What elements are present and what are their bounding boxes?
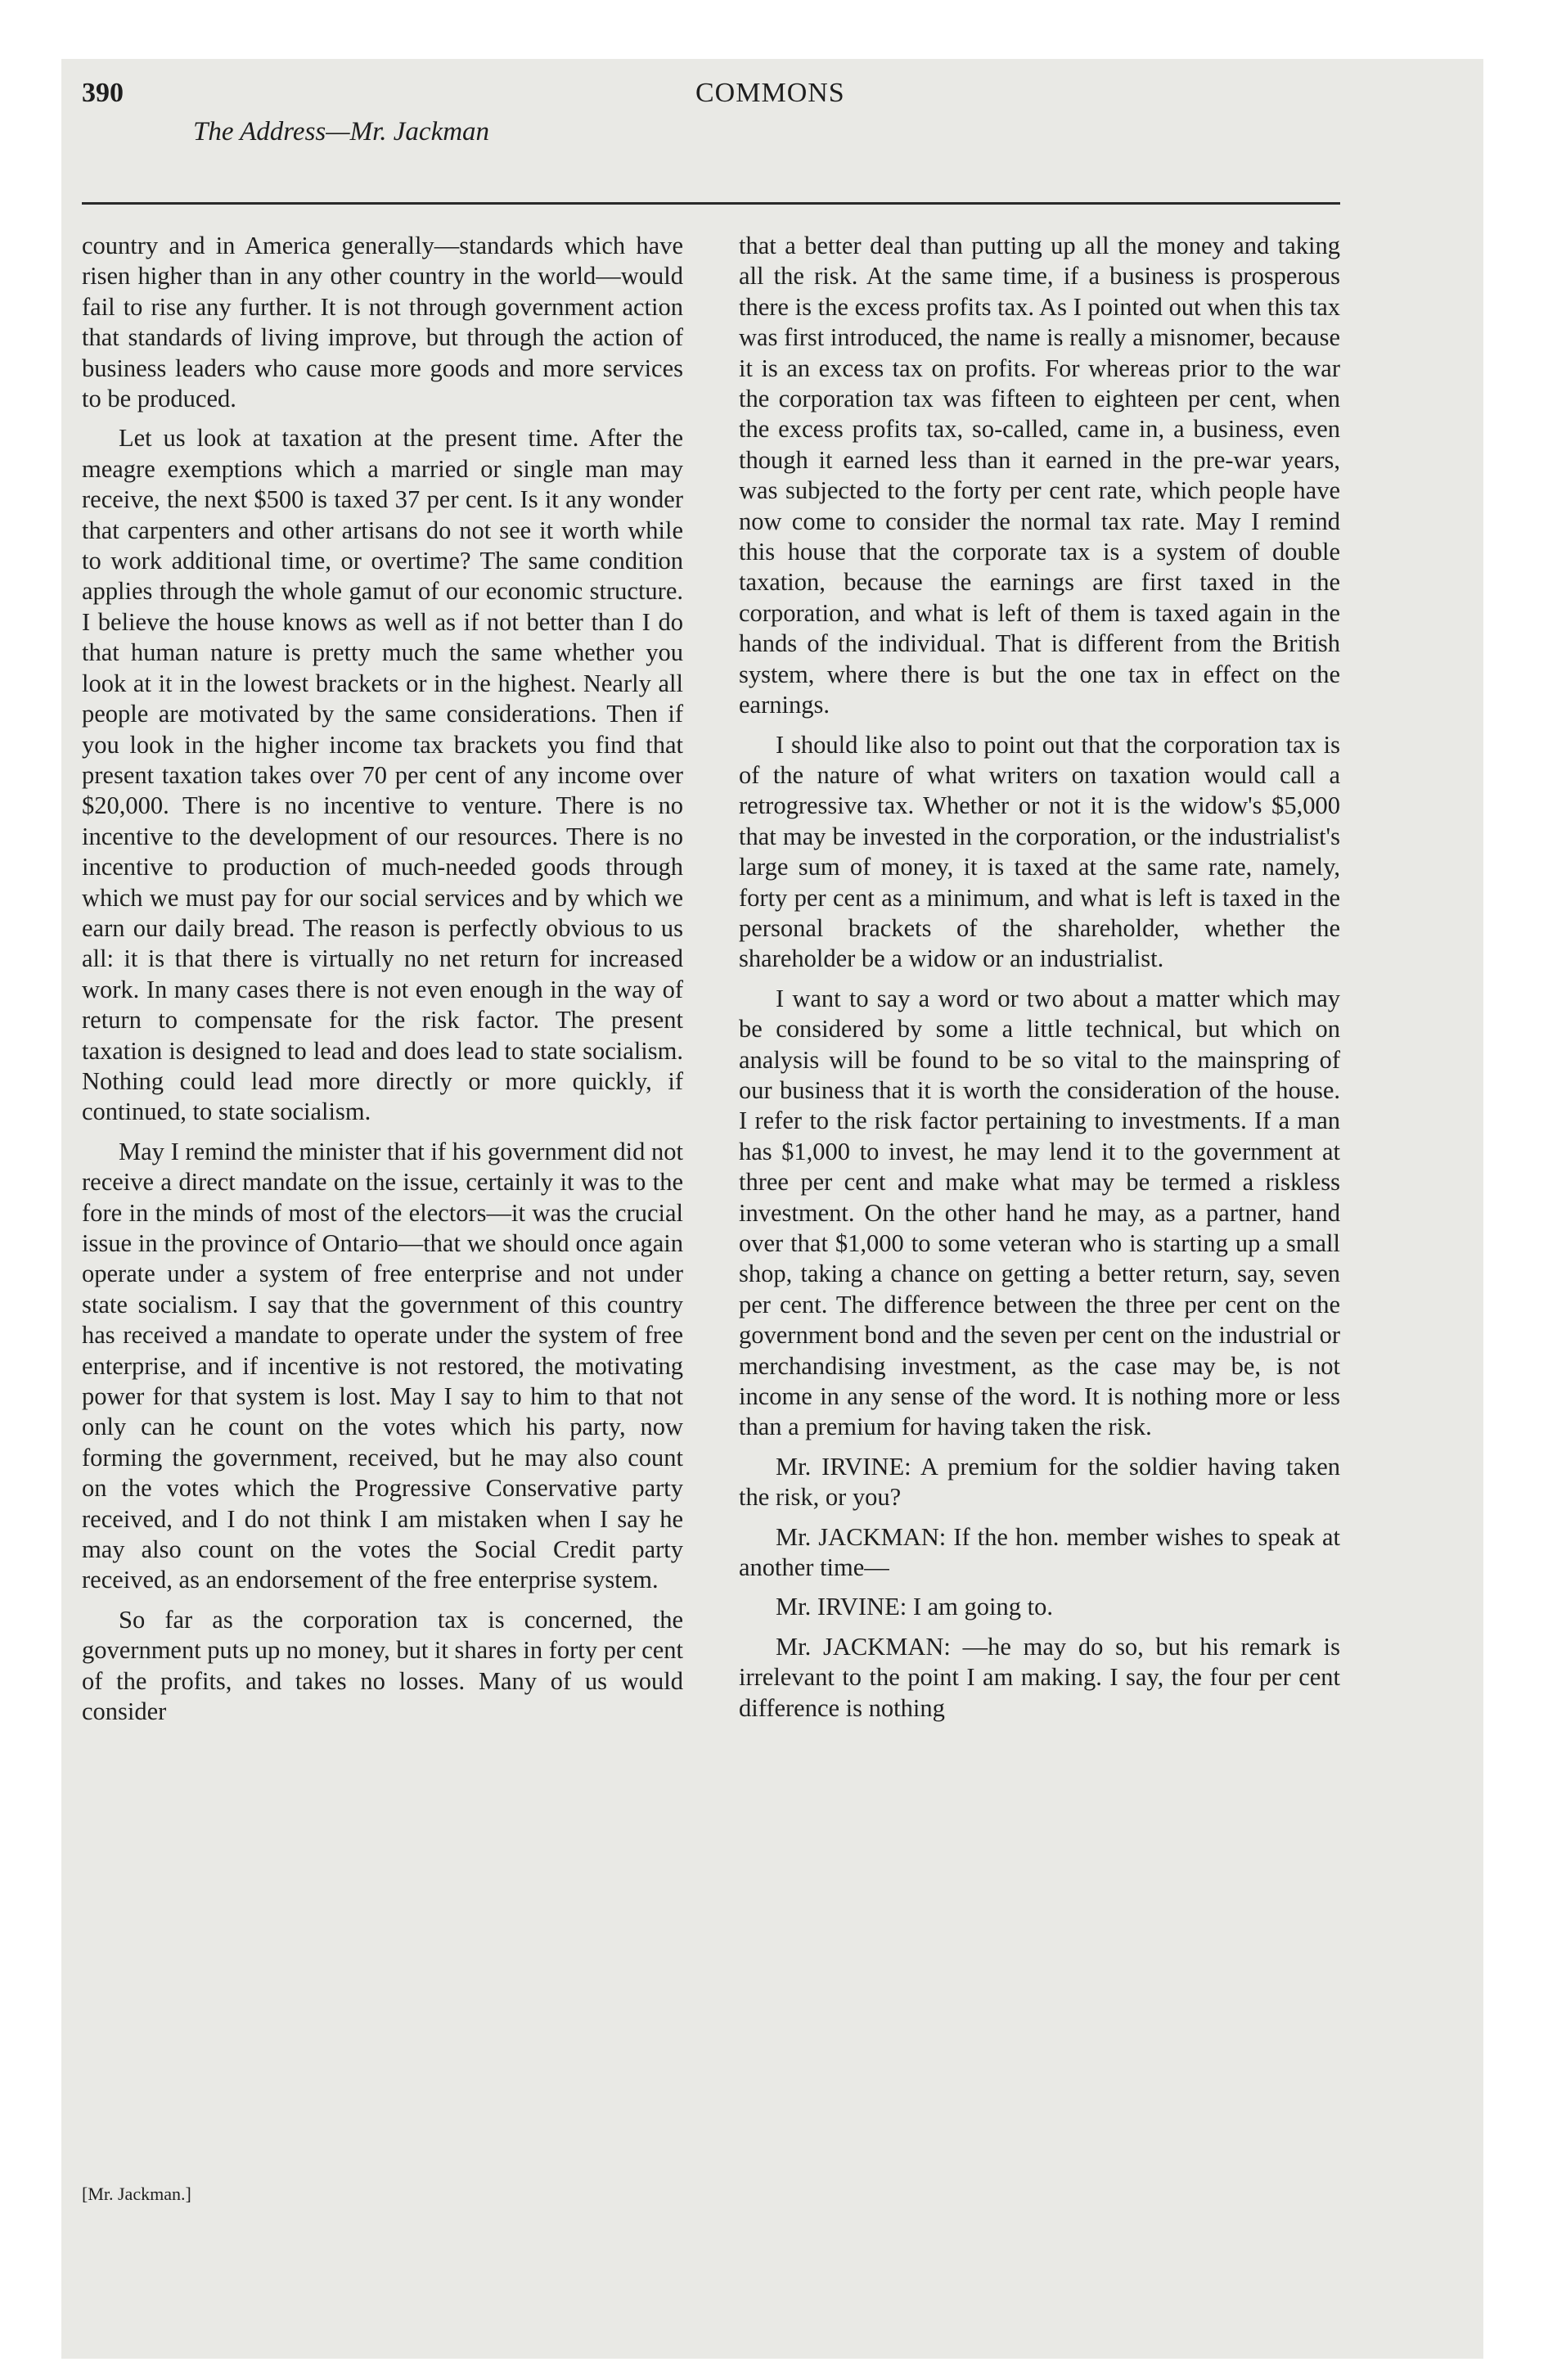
right-column bbox=[739, 231, 1340, 1733]
speaker-attribution: [Mr. Jackman.] bbox=[82, 2184, 191, 2204]
paragraph: Let us look at taxation at the present time. After the meagre exemptions which a married or single man may receive, the next $500 is taxed 37 per cent. Is it any wonder that carpenters and other artisans do not see it worth while to work additional time, or overtime? The same condition applies through the whole gamut of our economic structure. I believe the house knows as well as if not better than I do that human nature is pretty much the same whether you look at it in the lowest brackets or in the highest. Nearly all people are motivated by the same considerations. Then if you look in the higher income tax brackets you find that present taxation takes over 70 per cent of any income over $20,000. There is no incentive to venture. There is no incentive to the development of our resources. There is no incentive to production of much-needed goods through which we must pay for our social services and by which we earn our daily bread. The reason is perfectly obvious to us all: it is that there is virtually no net return for increased work. In many cases there is not even enough in the way of return to compensate for the risk factor. The present taxation is designed to lead and does lead to state socialism. Nothing could lead more directly or more quickly, if continued, to state socialism. bbox=[82, 424, 683, 1126]
speaker-paragraph: Mr. JACKMAN: —he may do so, but his remark is irrelevant to the point I am making. I say, the four per cent difference is nothing bbox=[739, 1632, 1340, 1722]
speaker-paragraph: Mr. IRVINE: I am going to. bbox=[776, 1593, 1053, 1621]
speaker-paragraph: Mr. JACKMAN: If the hon. member wishes to speak at another time— bbox=[739, 1522, 1340, 1582]
running-title: COMMONS bbox=[695, 78, 845, 108]
paragraph: I want to say a word or two about a matter which may be considered by some a little technical, but which on analysis will be found to be so vital to the mainspring of our business that it is worth the consideration of the house. I refer to the risk factor pertaining to investments. If a man has $1,000 to invest, he may lend it to the government at three per cent and make what may be termed a riskless investment. On the other hand he may, as a partner, hand over that $1,000 to some veteran who is starting up a small shop, taking a chance on getting a better return, say, seven per cent. The difference between the three per cent on the government bond and the seven per cent on the industrial or merchandising investment, as the case may be, is not income in any sense of the word. It is nothing more or less than a premium for having taken the risk. bbox=[739, 984, 1340, 1441]
header-rule bbox=[82, 202, 1340, 205]
paragraph: May I remind the minister that if his government did not receive a direct mandate on the issue, certainly it was to the fore in the minds of most of the electors—it was the crucial issue in the province of Ontario—that we should once again operate under a system of free enterprise and not under state socialism. I say that the government of this country has received a mandate to operate under the system of free enterprise, and if incentive is not restored, the motivating power for that system is lost. May I say to him to that not only can he count on the votes which his party, now forming the government, received, but he may also count on the votes which the Progressive Conservative party received, and I do not think I am mistaken when I say he may also count on the votes the Social Credit party received, as an endorsement of the free enterprise system. bbox=[82, 1137, 683, 1594]
page-header bbox=[82, 78, 1340, 209]
speaker-paragraph: Mr. IRVINE: A premium for the soldier having taken the risk, or you? bbox=[739, 1452, 1340, 1512]
paragraph: country and in America generally—standards which have risen higher than in any other country in the world—would fail to rise any further. It is not through government action that standards of living improve, but through the action of business leaders who cause more goods and more services to be produced. bbox=[82, 232, 683, 413]
paragraph: I should like also to point out that the corporation tax is of the nature of what writers on taxation would call a retrogressive tax. Whether or not it is the widow's $5,000 that may be invested in the corporation, or the industrialist's large sum of money, it is taxed at the same rate, namely, forty per cent as a minimum, and what is left is taxed in the personal brackets of the shareholder, whether the shareholder be a widow or an industrialist. bbox=[739, 730, 1340, 973]
paragraph: So far as the corporation tax is concerned, the government puts up no money, but it shares in forty per cent of the profits, and takes no losses. Many of us would consider bbox=[82, 1605, 683, 1726]
page-number: 390 bbox=[82, 78, 124, 108]
section-subtitle: The Address—Mr. Jackman bbox=[193, 117, 490, 146]
paragraph: that a better deal than putting up all the money and taking all the risk. At the same time, if a business is prosperous there is the excess profits tax. As I pointed out when this tax was first introduced, the name is really a misnomer, because it is an excess tax on profits. For whereas prior to the war the corporation tax was fifteen to eighteen per cent, when the excess profits tax, so-called, came in, a business, even though it earned less than it earned in the pre-war years, was subjected to the forty per cent rate, which people have now come to consider the normal tax rate. May I remind this house that the corporate tax is a system of double taxation, because the earnings are first taxed in the corporation, and what is left of them is taxed again in the hands of the individual. That is different from the British system, where there is but the one tax in effect on the earnings. bbox=[739, 232, 1340, 719]
left-column bbox=[82, 231, 683, 1737]
